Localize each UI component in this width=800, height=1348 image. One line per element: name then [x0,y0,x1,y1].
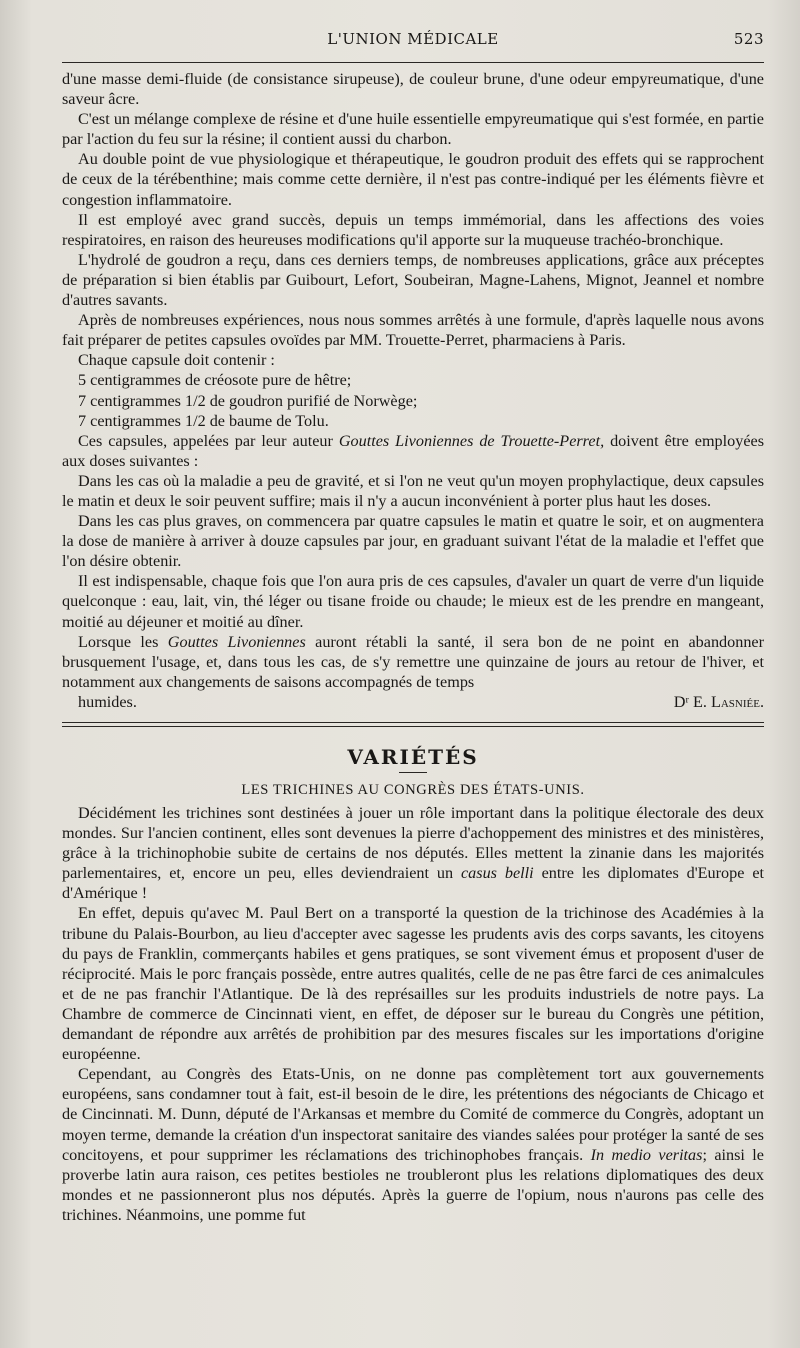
text-run: entre les diplomates d'Europe et d'Amérique ! [62,864,764,903]
section-separator [62,722,764,727]
text-run: auront rétabli la santé, il sera bon de ne point en abandonner brusquement l'usage, et, dans tous les cas, de s'y remettre une quinzaine de jours au retour de l'hiver, et notamment aux changements de saisons accompagnés de temps [62,632,764,691]
paragraph: d'une masse demi-fluide (de consistance sirupeuse), de couleur brune, d'une odeur empyreumatique, d'une saveur âcre. [62,70,764,109]
text-run: Décidément les trichines sont destinées à jouer un rôle important dans la politique électorale des deux mondes. Sur l'ancien continent, elles sont devenues la pierre d'achoppement des ministres et des ministères, grâce à la trichinophobie subite de certains de nos députés. Elles mettent la zinanie dans les majorités parlementaires, et, encore un peu, elles deviendraient un [62,804,764,883]
paragraph: Au double point de vue physiologique et thérapeutique, le goudron produit des effets qui se rapprochent de ceux de la térébenthine; mais comme cette dernière, il n'est pas contre-indiqué per les éléments fièvre et congestion inflammatoire. [62,150,764,209]
recipe-item: 5 centigrammes de créosote pure de hêtre; [78,371,352,390]
paragraph: Dans les cas où la maladie a peu de gravité, et si l'on ne veut qu'un moyen prophylactique, deux capsules le matin et deux le soir peuvent suffire; mais il n'y a aucun inconvénient à porter plus haut les doses. [62,471,764,510]
paragraph: Chaque capsule doit contenir : [78,351,275,370]
latin-phrase: casus belli [461,864,534,883]
paragraph [62,632,764,692]
signature [658,692,764,712]
text-run: ; ainsi le proverbe latin aura raison, ces petites bestioles ne troubleront plus les relations diplomatiques des deux mondes et ne passionneront plus nos députés. Après la guerre de l'opium, nous n'aurons pas celle des trichines. Néanmoins, une pomme fut [62,1145,764,1224]
text-run: Ces capsules, appelées par leur auteur [78,431,339,450]
header-rule [62,62,764,63]
paragraph [62,1064,764,1225]
paragraph: Dans les cas plus graves, on commencera par quatre capsules le matin et quatre le soir, et on augmentera la dose de manière à arriver à douze capsules par jour, en graduant suivant l'état de la maladie et l'effet que l'on désire obtenir. [62,512,764,571]
paragraph: Il est indispensable, chaque fois que l'on aura pris de ces capsules, d'avaler un quart de verre d'un liquide quelconque : eau, lait, vin, thé léger ou tisane froide ou chaude; le mieux est de les prendre en mangeant, moitié au déjeuner et moitié au dîner. [62,572,764,631]
recipe-item: 7 centigrammes 1/2 de goudron purifié de Norwège; [78,391,418,410]
title-underline [399,772,427,773]
text-run: humides. [78,692,137,711]
paragraph [62,803,764,903]
signature-name: Lasniée. [710,692,764,711]
article-title: LES TRICHINES AU CONGRÈS DES ÉTATS-UNIS. [241,782,585,798]
running-header [62,30,764,56]
text-run: doivent être employées aux doses suivantes : [62,431,765,470]
product-name: Gouttes Livoniennes [167,632,306,651]
section-title: VARIÉTÉS [347,745,479,769]
paragraph: C'est un mélange complexe de résine et d'une huile essentielle empyreumatique qui s'est formée, en partie par l'action du feu sur la résine; il contient aussi du charbon. [62,110,764,149]
paragraph [62,431,764,471]
text-run: Cependant, au Congrès des Etats-Unis, on ne donne pas complètement tort aux gouvernements européens, sans condamner tout à fait, est-il besoin de le dire, les prétentions des négociants de Chicago et de Cincinnati. M. Dunn, député de l'Arkansas et membre du Comité de commerce du Congrès, adoptant un moyen terme, demande la création d'un inspectorat sanitaire des viandes salées pour protéger la santé de ses concitoyens, et pour supprimer les réclamations des trichinophobes français. [62,1065,764,1164]
paragraph: Après de nombreuses expériences, nous nous sommes arrêtés à une formule, d'après laquelle nous avons fait préparer de petites capsules ovoïdes par MM. Trouette-Perret, pharmaciens à Paris. [62,311,764,350]
paragraph: L'hydrolé de goudron a reçu, dans ces derniers temps, de nombreuses applications, grâce aux préceptes de préparation si bien établis par Guibourt, Lefort, Soubeiran, Magne-Lahens, Mignot, Jeannel et nombre d'autres savants. [62,250,764,310]
paragraph: Il est employé avec grand succès, depuis un temps immémorial, dans les affections des voies respiratoires, en raison des heureuses modifications qu'il apporte sur la muqueuse trachéo-bronchique. [62,210,764,249]
article-goudron [62,69,764,712]
signature-line [62,692,764,712]
journal-title: L'UNION MÉDICALE [327,30,499,48]
latin-phrase: In medio veritas [590,1145,703,1164]
paragraph: En effet, depuis qu'avec M. Paul Bert on a transporté la question de la trichinose des Académies à la tribune du Palais-Bourbon, au lieu d'accepter avec sagesse les prudents avis des corps savants, les citoyens du pays de Franklin, commerçants habiles et gens pratiques, se sont vivement émus et proposent d'user de réciprocité. Mais le porc français possède, entre autres qualités, celle de ne pas être farci de ces animalcules et de ne pas franchir l'Atlantique. De là des représailles sur les produits industriels de notre pays. La Chambre de commerce de Cincinnati vient, en effet, de déposer sur le bureau du Congrès une pétition, demandant de répondre aux arrêtés de prohibition par des mesures fiscales sur les importations d'origine européenne. [62,904,764,1064]
text-run: Lorsque les [78,632,168,651]
recipe-item: 7 centigrammes 1/2 de baume de Tolu. [78,411,329,430]
page-number: 523 [733,30,764,48]
product-name: Gouttes Livoniennes de Trouette-Perret, [338,431,605,450]
article-trichines [62,803,764,1225]
signature-prefix: Dʳ E. [673,692,711,711]
